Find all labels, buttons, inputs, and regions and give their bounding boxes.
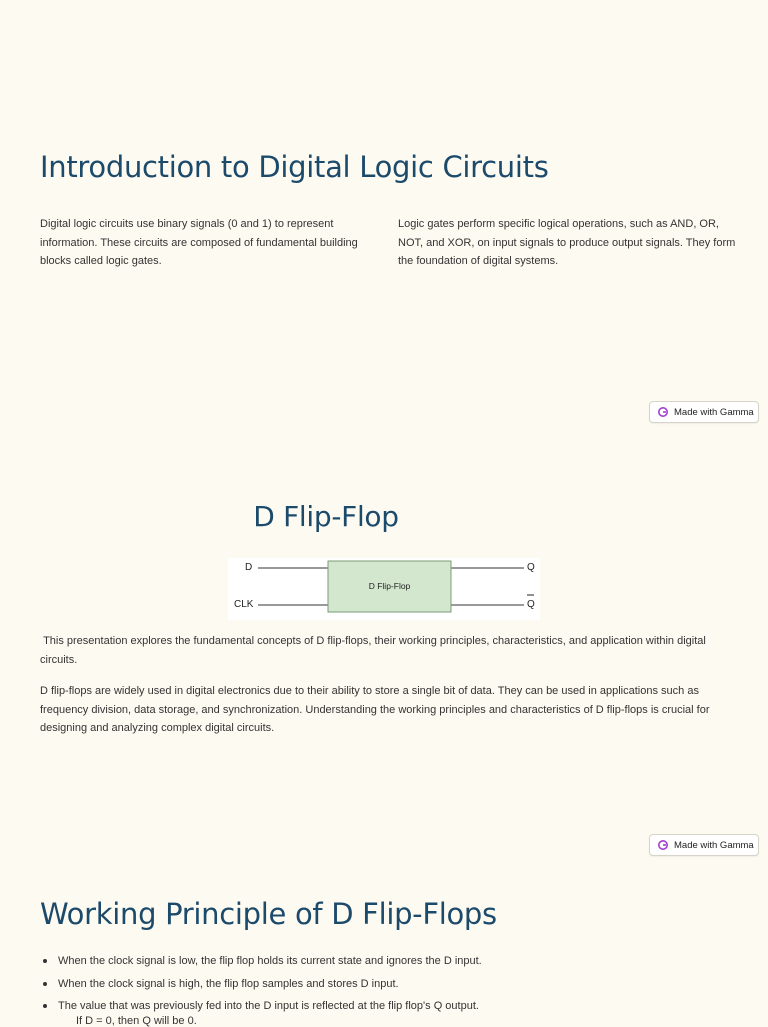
list-item: When the clock signal is high, the flip flop samples and stores D input. [40, 973, 740, 996]
slide3-title: Working Principle of D Flip-Flops [40, 897, 497, 931]
slide1-title: Introduction to Digital Logic Circuits [40, 150, 549, 184]
output-q-label: Q [527, 562, 535, 573]
working-principle-list [40, 950, 740, 1018]
slide1-left-text: Digital logic circuits use binary signals (0 and 1) to represent information. These circuits are composed of fundamental building blocks called logic gates. [40, 218, 358, 267]
list-item: The value that was previously fed into the D input is reflected at the flip flop's Q output. [40, 995, 740, 1018]
input-clk-label: CLK [234, 599, 254, 610]
d-flip-flop-diagram [228, 558, 540, 620]
slide2-title: D Flip-Flop [253, 500, 399, 533]
made-with-gamma-button[interactable] [649, 401, 759, 423]
slide2-paragraph-2: D flip-flops are widely used in digital electronics due to their ability to store a single bit of data. They can be used in applications such as frequency division, data storage, and synchronization. Understanding the working principles and characteristics of D flip-flops is crucial for designing and analyzing complex digital circuits. [40, 685, 710, 734]
made-with-gamma-button[interactable] [649, 834, 759, 856]
slide1-right-text: Logic gates perform specific logical operations, such as AND, OR, NOT, and XOR, on input signals to produce output signals. They form the foundation of digital systems. [398, 218, 736, 267]
sub-list-item: If D = 0, then Q will be 0. [76, 1015, 197, 1027]
badge-label: Made with Gamma [674, 839, 754, 851]
output-qbar-label: Q [527, 599, 535, 610]
badge-label: Made with Gamma [674, 406, 754, 418]
block-label: D Flip-Flop [368, 581, 411, 591]
list-item: When the clock signal is low, the flip flop holds its current state and ignores the D input. [40, 950, 740, 973]
input-d-label: D [245, 562, 253, 573]
slide2-paragraph-1: This presentation explores the fundamental concepts of D flip-flops, their working principles, characteristics, and application within digital circuits. [40, 635, 709, 666]
gamma-logo-icon [658, 840, 668, 850]
gamma-logo-icon [658, 407, 668, 417]
